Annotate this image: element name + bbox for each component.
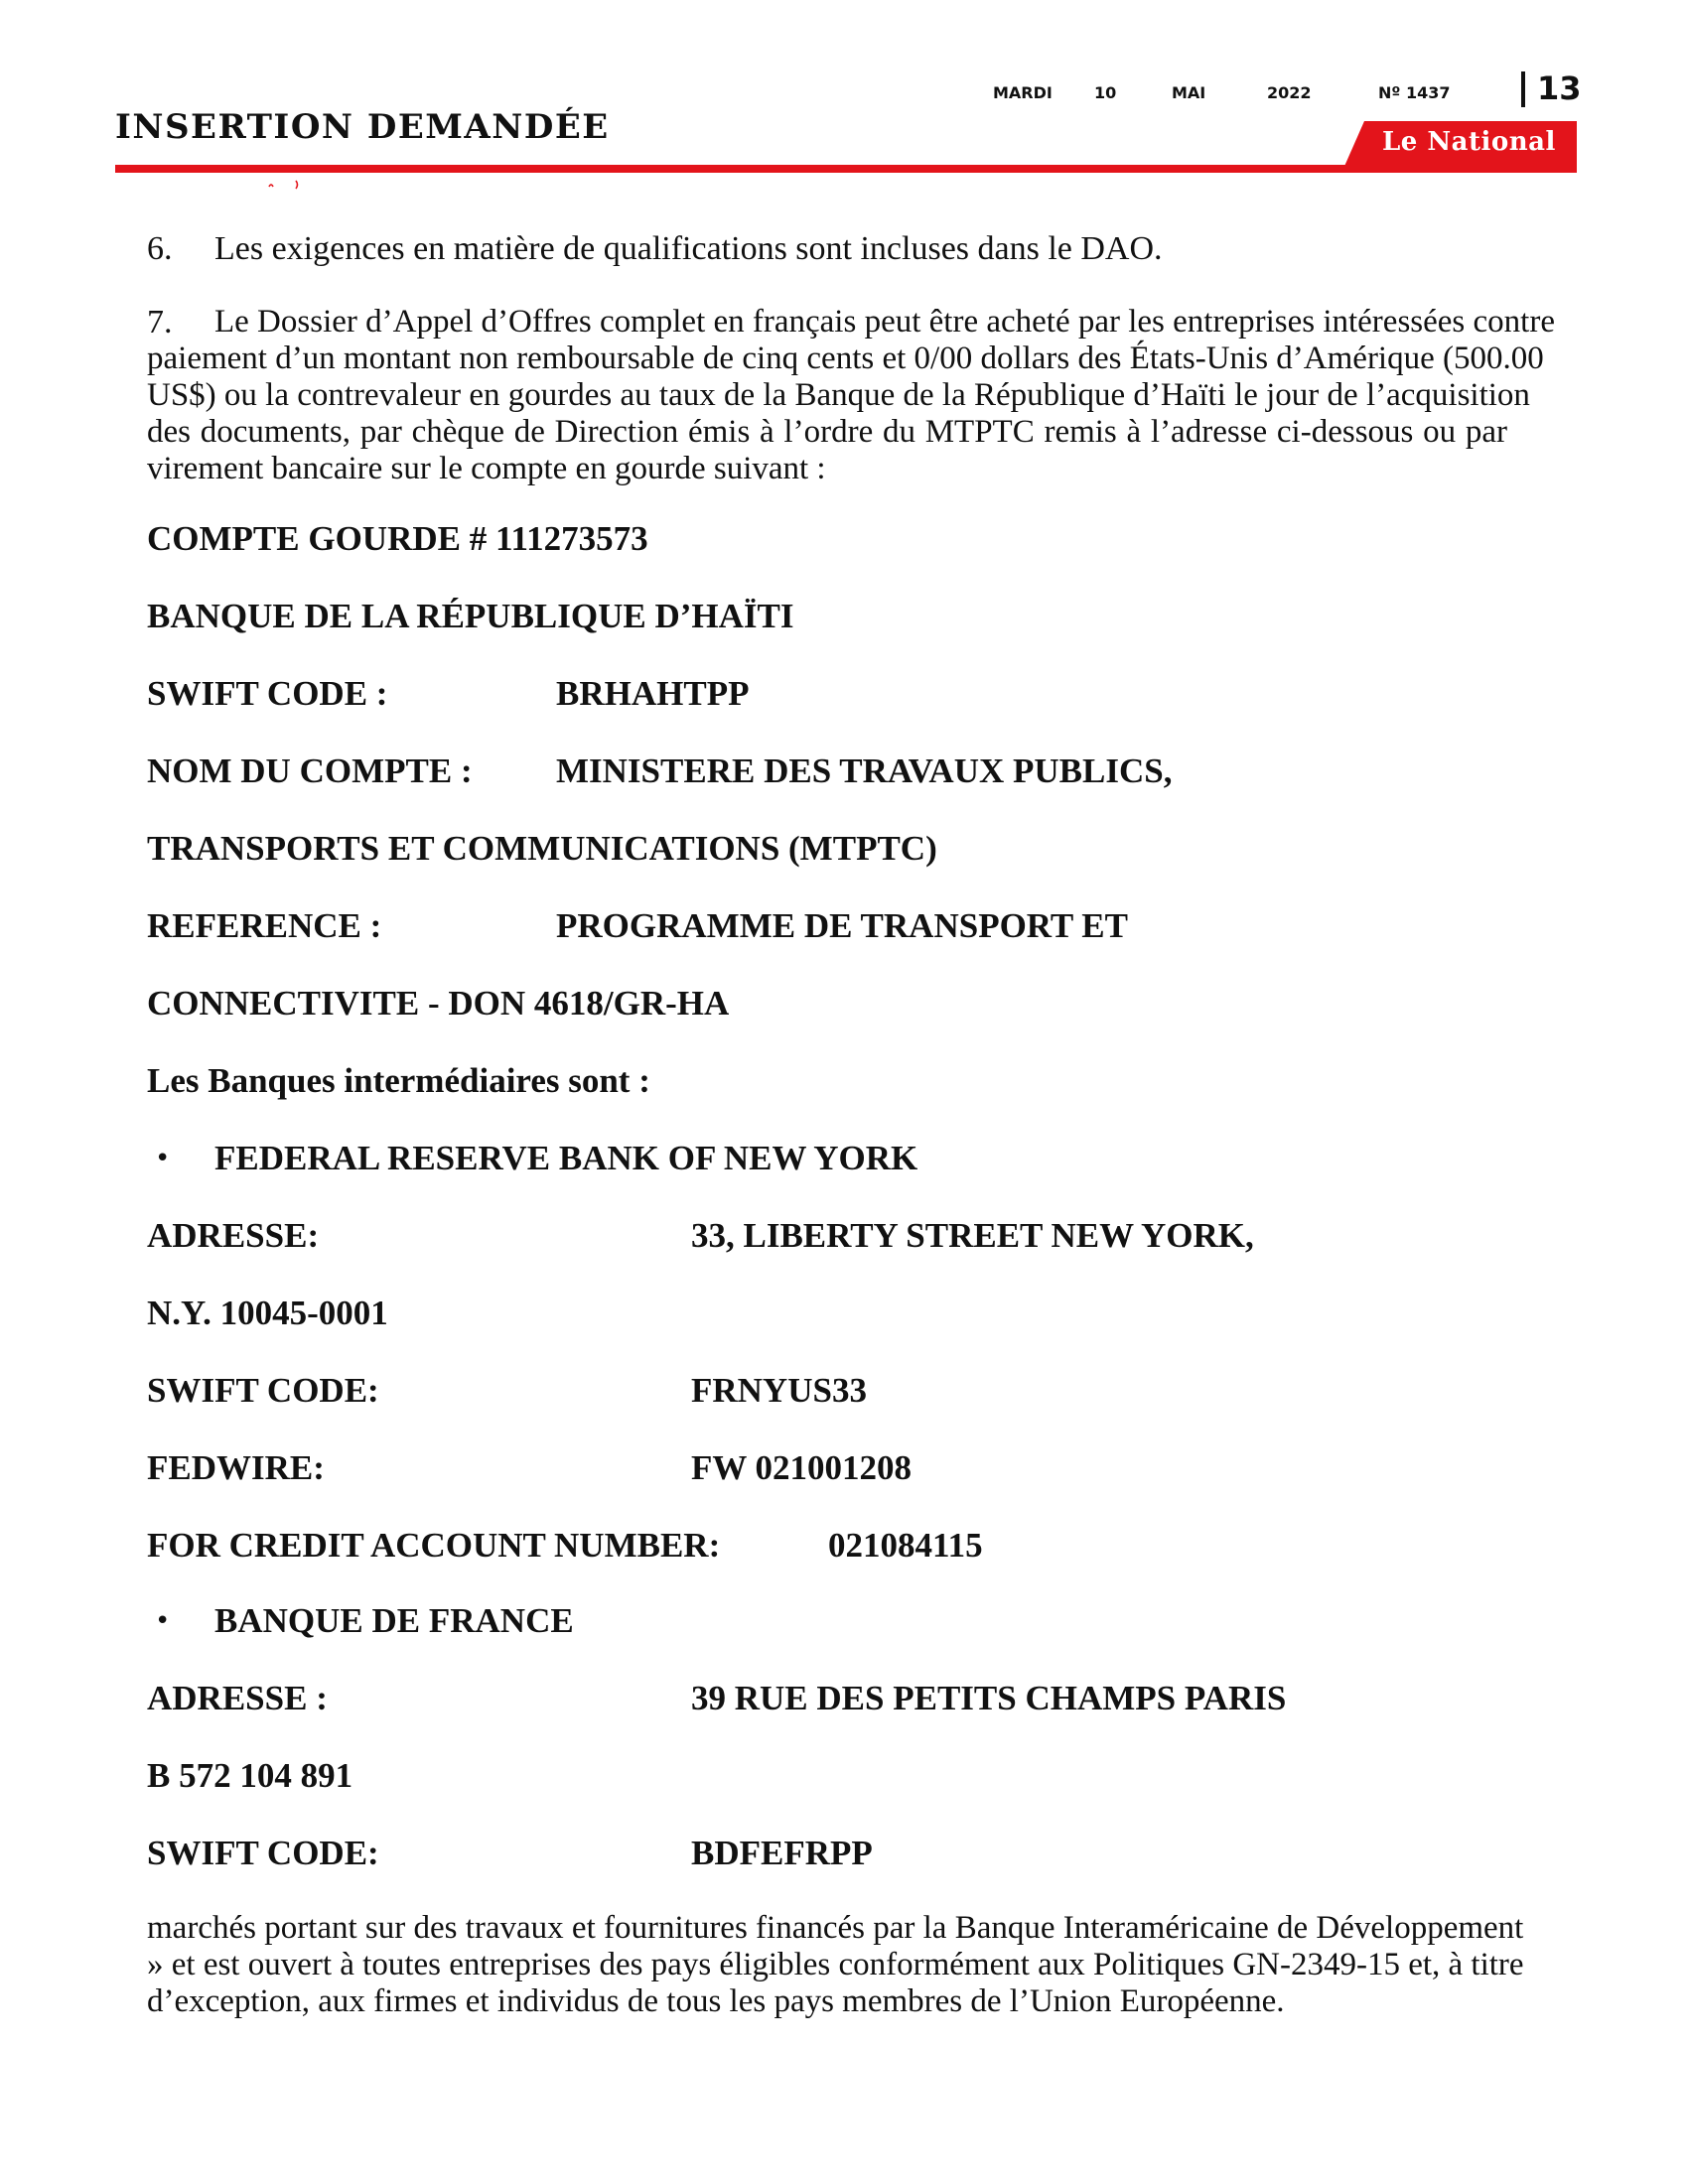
date-month: MAI: [1172, 83, 1206, 102]
paragraph-line: Le Dossier d’Appel d’Offres complet en français peut être acheté par les entreprises intéressées contre: [214, 304, 1555, 340]
swift-label: SWIFT CODE:: [147, 1371, 379, 1410]
item-number: 7.: [147, 304, 173, 341]
account-number: COMPTE GOURDE # 111273573: [147, 519, 648, 558]
issue-number: Nº 1437: [1378, 83, 1451, 102]
bank-bdf-name: BANQUE DE FRANCE: [214, 1601, 574, 1640]
bullet: •: [155, 1144, 171, 1173]
address-label: ADRESSE :: [147, 1679, 328, 1717]
item-text: Les exigences en matière de qualifications sont incluses dans le DAO.: [214, 230, 1163, 267]
closing-paragraph: [147, 1910, 1524, 2020]
address-value: 33, LIBERTY STREET NEW YORK,: [691, 1216, 1254, 1255]
bullet: •: [155, 1606, 171, 1636]
address-continued: N.Y. 10045-0001: [147, 1294, 388, 1332]
fedwire-value: FW 021001208: [691, 1448, 912, 1487]
paragraph-line: » et est ouvert à toutes entreprises des pays éligibles conformément aux Politiques GN-2349-15 et, à titre: [147, 1947, 1524, 1982]
swift-label: SWIFT CODE :: [147, 674, 388, 713]
credit-account-value: 021084115: [828, 1526, 983, 1565]
intermediaries-title: Les Banques intermédiaires sont :: [147, 1061, 650, 1100]
bank-frb-name: FEDERAL RESERVE BANK OF NEW YORK: [214, 1139, 918, 1177]
cropped-text-trace: [266, 177, 306, 191]
reference-label: REFERENCE :: [147, 906, 382, 945]
swift-label: SWIFT CODE:: [147, 1834, 379, 1872]
item-number: 6.: [147, 230, 173, 267]
page-number-divider: [1521, 71, 1525, 107]
reference-continued: CONNECTIVITE - DON 4618/GR-HA: [147, 984, 730, 1023]
brand-logo-text: Le National: [1382, 127, 1556, 157]
page-number: 13: [1537, 69, 1582, 107]
account-name-value: MINISTERE DES TRAVAUX PUBLICS,: [556, 751, 1173, 790]
date-day: MARDI: [993, 83, 1053, 102]
paragraph-line: US$) ou la contrevaleur en gourdes au taux de la Banque de la République d’Haïti le jour de l’acquisition: [147, 377, 1530, 413]
paragraph-line: marchés portant sur des travaux et fournitures financés par la Banque Interaméricaine de Développement: [147, 1910, 1524, 1946]
date-number: 10: [1094, 83, 1117, 102]
item-7-paragraph-cont: [147, 341, 1544, 487]
reference-value: PROGRAMME DE TRANSPORT ET: [556, 906, 1128, 945]
address-value: 39 RUE DES PETITS CHAMPS PARIS: [691, 1679, 1287, 1717]
bank-name: BANQUE DE LA RÉPUBLIQUE D’HAÏTI: [147, 597, 794, 635]
paragraph-line: virement bancaire sur le compte en gourde suivant :: [147, 451, 826, 486]
section-title: INSERTION DEMANDÉE: [115, 107, 610, 147]
swift-value: BDFEFRPP: [691, 1834, 873, 1872]
item-7-paragraph: [147, 304, 1555, 341]
date-year: 2022: [1267, 83, 1312, 102]
address-label: ADRESSE:: [147, 1216, 320, 1255]
account-name-label: NOM DU COMPTE :: [147, 751, 473, 790]
paragraph-line: paiement d’un montant non remboursable de cinq cents et 0/00 dollars des États-Unis d’Amérique (500.00: [147, 341, 1544, 376]
account-name-continued: TRANSPORTS ET COMMUNICATIONS (MTPTC): [147, 829, 937, 868]
paragraph-line: d’exception, aux firmes et individus de tous les pays membres de l’Union Européenne.: [147, 1983, 1285, 2019]
credit-account-label: FOR CREDIT ACCOUNT NUMBER:: [147, 1526, 721, 1565]
swift-value: FRNYUS33: [691, 1371, 867, 1410]
address-continued: B 572 104 891: [147, 1756, 353, 1795]
fedwire-label: FEDWIRE:: [147, 1448, 325, 1487]
paragraph-line: des documents, par chèque de Direction émis à l’ordre du MTPTC remis à l’adresse ci-dessous ou par: [147, 414, 1507, 450]
swift-value: BRHAHTPP: [556, 674, 750, 713]
